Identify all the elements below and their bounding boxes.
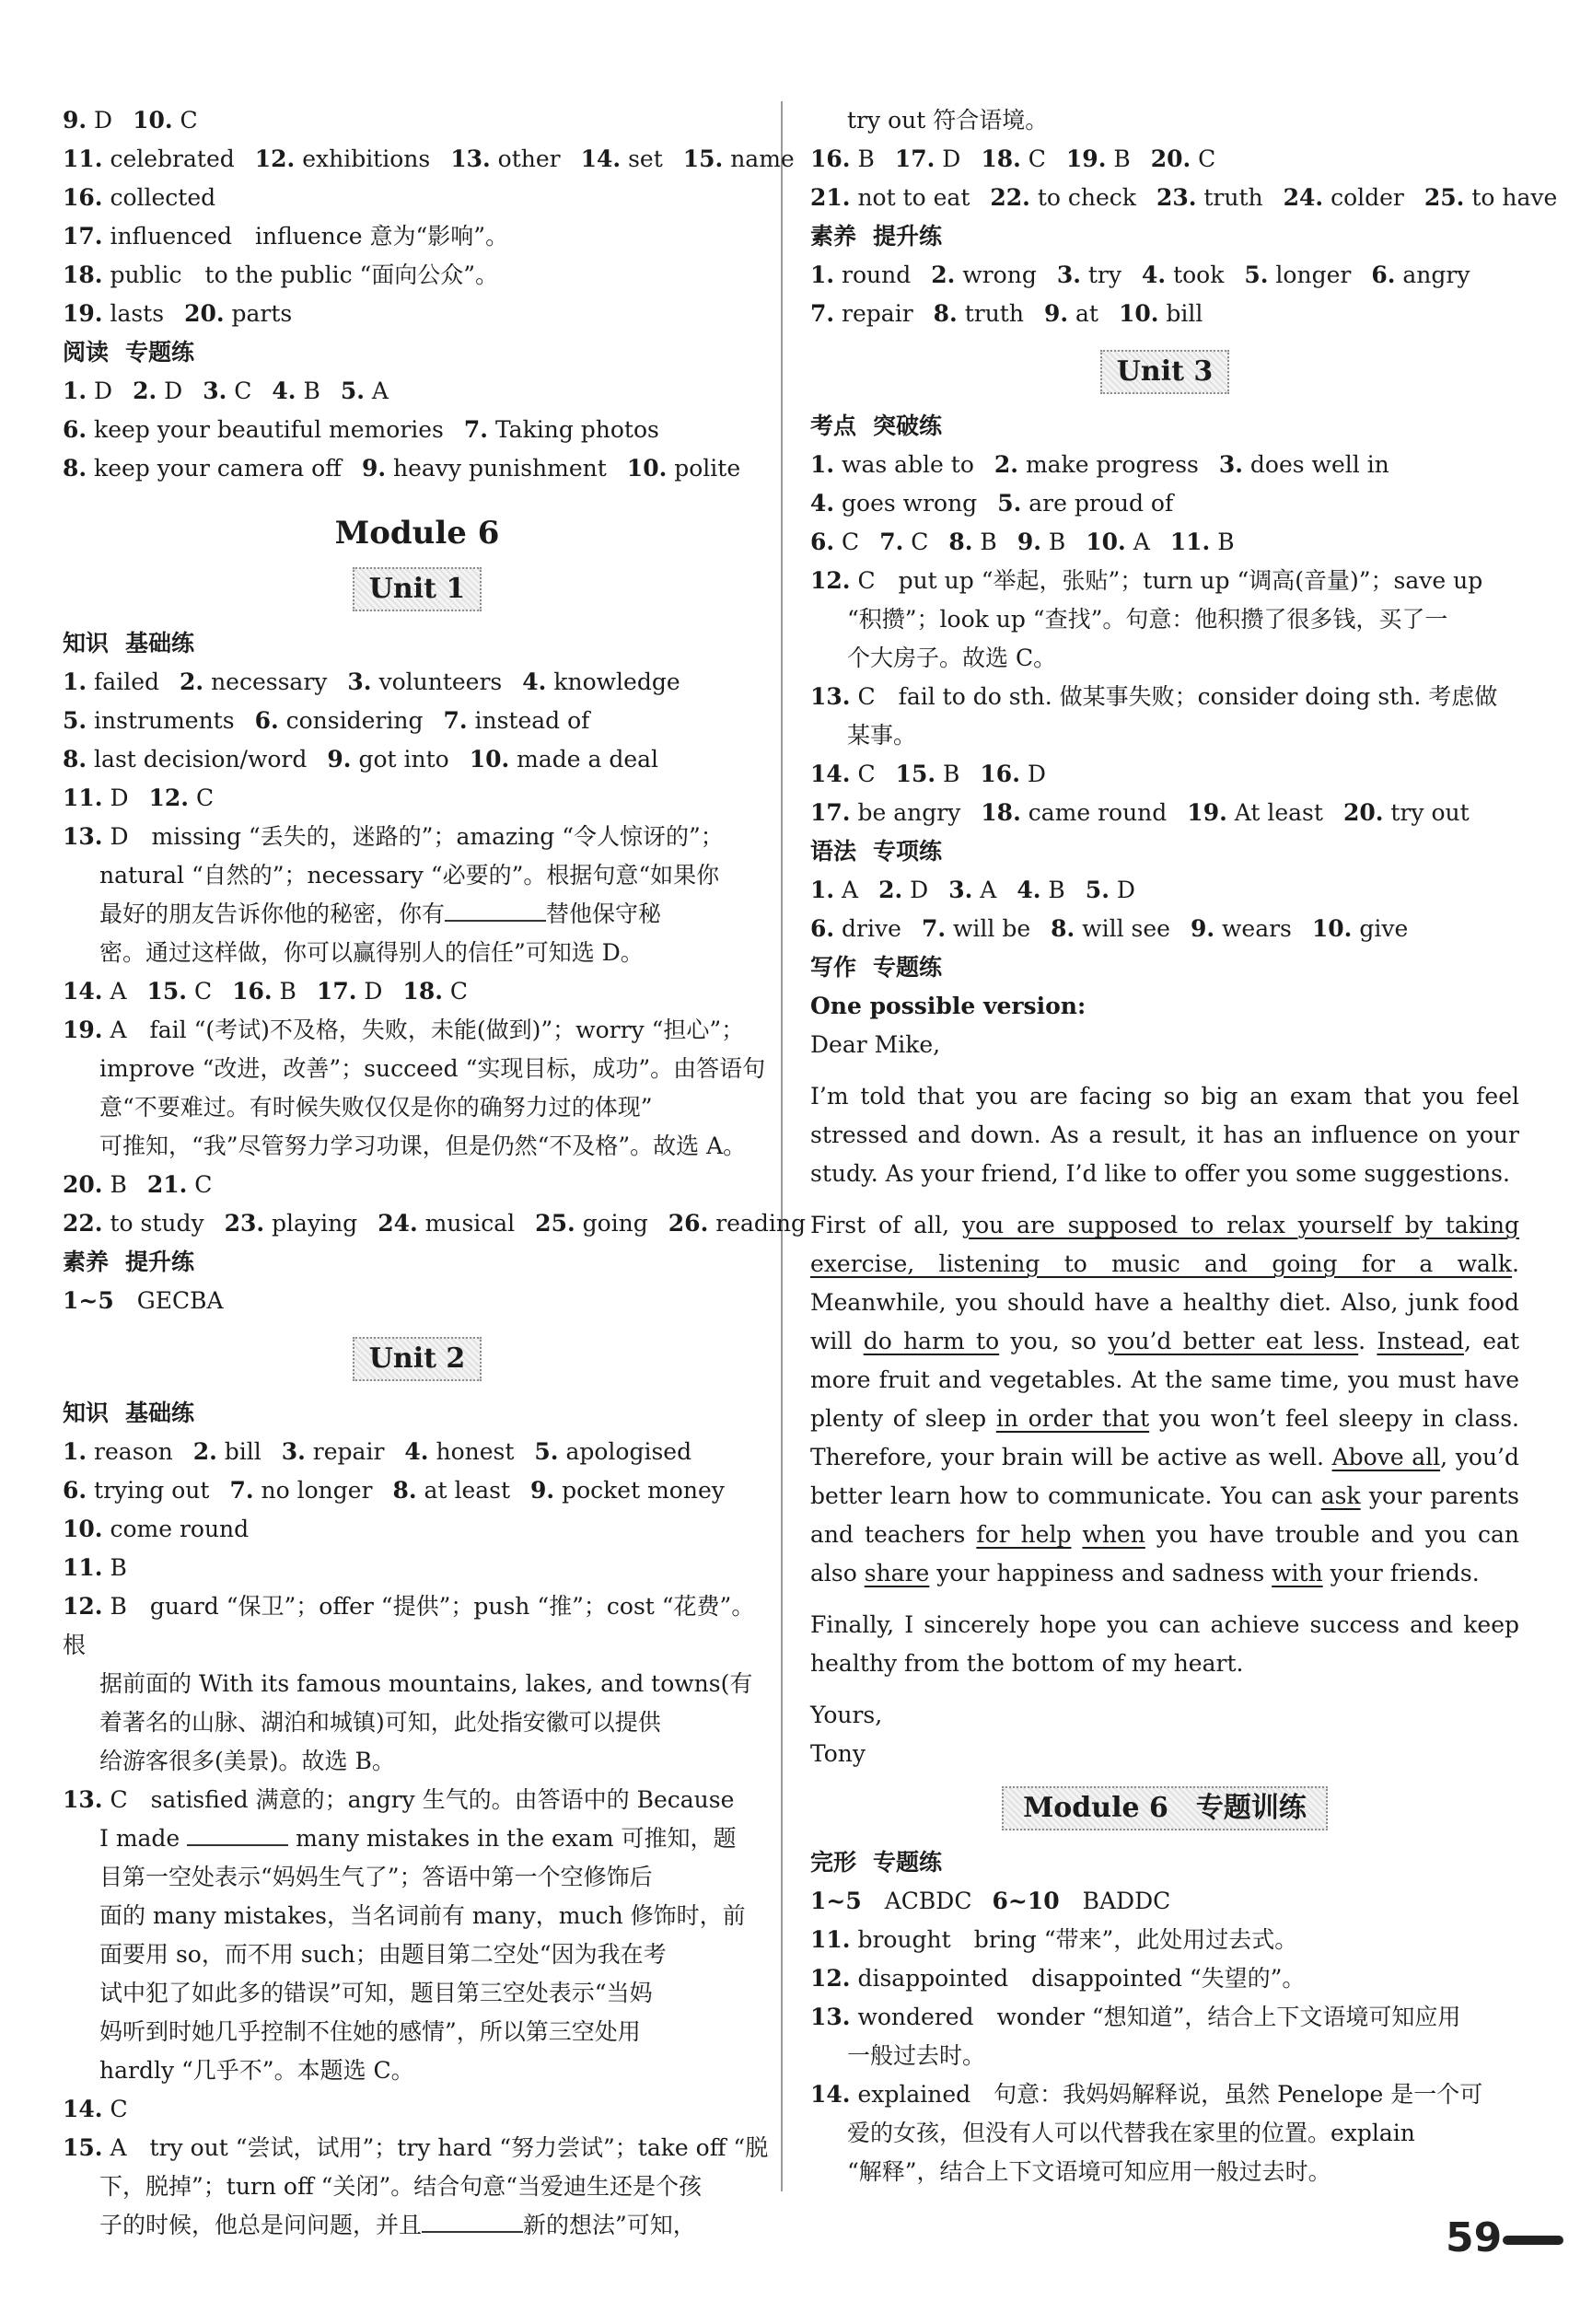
answer-line: 17. be angry 18. came round 19. At least 20. try out <box>810 799 1470 826</box>
answer-line: 1. A 2. D 3. A 4. B 5. D <box>810 877 1135 903</box>
answer-line: 17. influenced influence 意为“影响”。 <box>63 223 509 250</box>
section-heading: 考点 突破练 <box>810 413 943 439</box>
answer-line: 11. D 12. C <box>63 784 215 811</box>
explanation: 13. C fail to do sth. 做某事失败；consider doing sth. 考虑做 某事。 <box>810 683 1498 749</box>
answer-line: 1. was able to 2. make progress 3. does well in <box>810 451 1389 478</box>
answer-line: 16. collected <box>63 184 216 211</box>
answer-line: 11. brought bring “带来”，此处用过去式。 <box>810 1926 1298 1953</box>
unit-2-heading: Unit 2 <box>353 1337 482 1381</box>
right-column <box>810 101 1558 2191</box>
section-heading: 知识 基础练 <box>63 630 195 657</box>
answer-line: 8. last decision/word 9. got into 10. made a deal <box>63 746 659 773</box>
answer-line: 12. disappointed disappointed “失望的”。 <box>810 1965 1306 1992</box>
answer-line: 18. public to the public “面向公众”。 <box>63 261 499 288</box>
explanation: 13. wondered wonder “想知道”，结合上下文语境可知应用 一般过去时。 <box>810 2004 1461 2069</box>
section-heading: 完形 专题练 <box>810 1849 943 1876</box>
answer-line: 10. come round <box>63 1516 250 1542</box>
section-heading: 素养 提升练 <box>63 1249 195 1275</box>
explanation: 12. C put up “举起，张贴”；turn up “调高(音量)”；save up “积攒”；look up “查找”。句意：他积攒了很多钱，买了一 个大房子。故选 C。 <box>810 567 1483 671</box>
answer-line: 1~5 GECBA <box>63 1287 224 1314</box>
explanation: 14. explained 句意：我妈妈解释说，虽然 Penelope 是一个可 爱的女孩，但没有人可以代替我在家里的位置。explain “解释”，结合上下文语境可知应用一般过去时。 <box>810 2081 1483 2185</box>
special-training-heading: Module 6 专题训练 <box>1002 1786 1328 1830</box>
answer-line: 11. B <box>63 1554 127 1581</box>
answer-line: 6. C 7. C 8. B 9. B 10. A 11. B <box>810 529 1235 555</box>
answer-line: 6. trying out 7. no longer 8. at least 9. pocket money <box>63 1477 725 1504</box>
answer-line: 21. not to eat 22. to check 23. truth 24. colder 25. to have <box>810 184 1558 211</box>
explanation: 13. D missing “丢失的，迷路的”；amazing “令人惊讶的”； natural “自然的”；necessary “必要的”。根据句意“如果你 最好的朋友告诉你他的秘密，你有 替他保守秘 密。通过这样做，你可以赢得别人的信任”可知选 D。 <box>63 823 724 966</box>
unit-3-heading: Unit 3 <box>1100 350 1229 394</box>
answer-line: 7. repair 8. truth 9. at 10. bill <box>810 300 1203 327</box>
answer-line: 11. celebrated 12. exhibitions 13. other 14. set 15. name <box>63 145 795 172</box>
answer-line: 20. B 21. C <box>63 1171 213 1198</box>
unit-1-heading: Unit 1 <box>353 567 482 611</box>
section-heading: 写作 专题练 <box>810 954 943 981</box>
section-heading: 素养 提升练 <box>810 223 943 250</box>
essay-greeting: Dear Mike, <box>810 1031 941 1058</box>
answer-line: 1. D 2. D 3. C 4. B 5. A <box>63 378 389 404</box>
section-heading: 知识 基础练 <box>63 1400 195 1426</box>
answer-line: 8. keep your camera off 9. heavy punishment 10. polite <box>63 455 741 482</box>
answer-line: 1~5 ACBDC 6~10 BADDC <box>810 1888 1171 1914</box>
essay-paragraph: First of all, you are supposed to relax yourself by taking exercise, listening to music and going for a walk. Meanwhile, you should have a healthy diet. Also, junk food will do harm to you, so you’d better eat less. Instead, eat more fruit and vegetables. At the same time, you must have plenty of sleep in order that you won’t feel sleepy in class. Therefore, your brain will be active as well. Above all, you’d better learn how to communicate. You can ask your parents and teachers for help when you have trouble and you can also share your happiness and sadness with your friends. <box>810 1212 1519 1586</box>
sample-essay <box>810 1026 1519 1773</box>
explanation: 13. C satisfied 满意的；angry 生气的。由答语中的 Because I made many mistakes in the exam 可推知，题 目第一空处表示“妈妈生气了”；答语中第一个空修饰后 面的 many mistakes，当名词前有 many，much 修饰时，前 面要用 so，而不用 such；由题目第二空处“因为我在考 试中犯了如此多的错误”可知，题目第三空处表示“当妈 妈听到时她几乎控制不住她的感情”，所以第三空处用 hardly “几乎不”。本题选 C。 <box>63 1786 746 2084</box>
answer-line: 22. to study 23. playing 24. musical 25. going 26. reading <box>63 1210 806 1237</box>
answer-line: 16. B 17. D 18. C 19. B 20. C <box>810 145 1216 172</box>
answer-line: 9. D 10. C <box>63 107 198 134</box>
left-column <box>63 101 806 2245</box>
section-heading: 阅读 专题练 <box>63 339 195 366</box>
version-label: One possible version: <box>810 993 1087 1019</box>
section-heading: 语法 专项练 <box>810 838 943 865</box>
page-number-bar <box>1503 2236 1563 2245</box>
explanation: 15. A try out “尝试，试用”；try hard “努力尝试”；take off “脱 下，脱掉”；turn off “关闭”。结合句意“当爱迪生还是个孩 子的时候，他总是问问题，并且 新的想法”可知， <box>63 2134 769 2238</box>
column-divider <box>781 101 783 2191</box>
answer-line: 5. instruments 6. considering 7. instead of <box>63 707 590 734</box>
module-title: Module 6 <box>334 515 500 552</box>
answer-line: 14. A 15. C 16. B 17. D 18. C <box>63 978 468 1005</box>
explanation: 12. B guard “保卫”；offer “提供”；push “推”；cost “花费”。根 据前面的 With its famous mountains, lakes, and towns(有 着著名的山脉、湖泊和城镇)可知，此处指安徽可以提供 给游客很多(美景)。故选 B。 <box>63 1593 755 1774</box>
essay-paragraph: I’m told that you are facing so big an exam that you feel stressed and down. As a result, it has an influence on your study. As your friend, I’d like to offer you some suggestions. <box>810 1083 1519 1187</box>
answer-line: 6. keep your beautiful memories 7. Taking photos <box>63 416 659 443</box>
answer-line: 1. round 2. wrong 3. try 4. took 5. longer 6. angry <box>810 261 1470 288</box>
answer-line: 14. C <box>63 2096 128 2122</box>
page-number: 59 <box>1446 2214 1503 2261</box>
answer-line: 19. lasts 20. parts <box>63 300 293 327</box>
explanation: 19. A fail “(考试)不及格，失败，未能(做到)”；worry “担心”； improve “改进，改善”；succeed “实现目标，成功”。由答语句 意“不要难过。有时候失败仅仅是你的确努力过的体现” 可推知，“我”尽管努力学习功课，但是仍然“不及格”。故选 A。 <box>63 1017 766 1159</box>
answer-line: 4. goes wrong 5. are proud of <box>810 490 1174 517</box>
answer-line: 6. drive 7. will be 8. will see 9. wears 10. give <box>810 915 1409 942</box>
answer-line: 1. reason 2. bill 3. repair 4. honest 5. apologised <box>63 1438 692 1465</box>
answer-line: 1. failed 2. necessary 3. volunteers 4. knowledge <box>63 668 680 695</box>
answer-line: try out 符合语境。 <box>847 107 1049 134</box>
answer-line: 14. C 15. B 16. D <box>810 761 1046 787</box>
essay-paragraph: Finally, I sincerely hope you can achieve success and keep healthy from the bottom of my heart. <box>810 1611 1519 1677</box>
essay-closing: Yours, Tony <box>810 1702 883 1767</box>
